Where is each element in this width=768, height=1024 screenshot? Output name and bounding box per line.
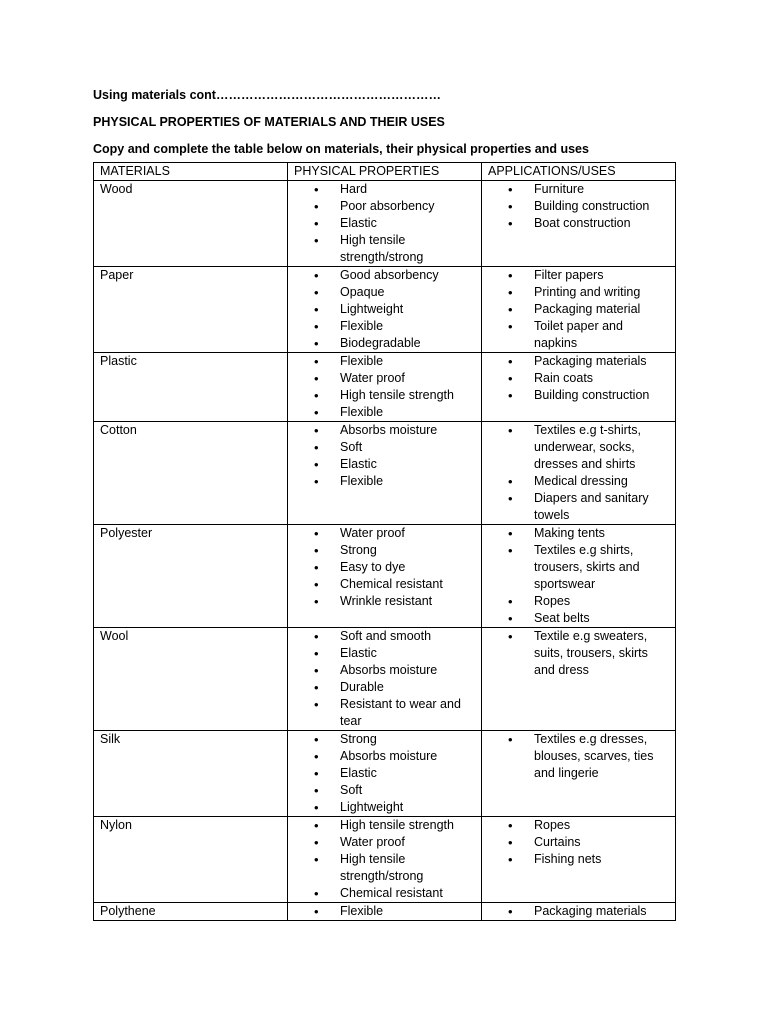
properties-list [294,731,475,816]
header-applications-uses: APPLICATIONS/USES [482,163,676,181]
properties-cell [288,353,482,422]
material-name: Silk [94,731,288,817]
property-item: • High tensile strength/strong [294,232,475,266]
properties-list [294,628,475,730]
property-item: • Absorbs moisture [294,662,475,679]
properties-list [294,353,475,421]
uses-cell [482,267,676,353]
uses-list [488,267,669,352]
table-row [94,903,676,921]
property-item: • High tensile strength/strong [294,851,475,885]
property-item: • Water proof [294,834,475,851]
properties-cell [288,817,482,903]
property-item: • Water proof [294,525,475,542]
instruction-text: Copy and complete the table below on materials, their physical properties and uses [93,142,589,156]
properties-cell [288,267,482,353]
table-row [94,267,676,353]
material-name: Polythene [94,903,288,921]
uses-list [488,422,669,524]
use-item: • Textile e.g sweaters, suits, trousers, skirts and dress [488,628,669,679]
property-item: • Absorbs moisture [294,422,475,439]
use-item: • Building construction [488,387,669,404]
use-item: • Diapers and sanitary towels [488,490,669,524]
use-item: • Making tents [488,525,669,542]
use-item: • Seat belts [488,610,669,627]
use-item: • Filter papers [488,267,669,284]
table-body [94,181,676,921]
property-item: • Elastic [294,456,475,473]
table-header-row [94,163,676,181]
properties-cell [288,628,482,731]
property-item: • Biodegradable [294,335,475,352]
property-item: • High tensile strength [294,387,475,404]
property-item: • Chemical resistant [294,885,475,902]
material-name: Polyester [94,525,288,628]
property-item: • Soft and smooth [294,628,475,645]
table-row [94,353,676,422]
table-row [94,525,676,628]
use-item: • Curtains [488,834,669,851]
property-item: • High tensile strength [294,817,475,834]
uses-cell [482,731,676,817]
properties-cell [288,422,482,525]
uses-cell [482,525,676,628]
use-item: • Building construction [488,198,669,215]
property-item: • Wrinkle resistant [294,593,475,610]
table-row [94,628,676,731]
property-item: • Hard [294,181,475,198]
table-row [94,181,676,267]
properties-list [294,903,475,920]
uses-list [488,817,669,868]
material-name: Wood [94,181,288,267]
document-page [93,87,675,921]
uses-list [488,731,669,782]
property-item: • Good absorbency [294,267,475,284]
property-item: • Easy to dye [294,559,475,576]
uses-cell [482,422,676,525]
use-item: • Packaging materials [488,903,669,920]
use-item: • Textiles e.g dresses, blouses, scarves, ties and lingerie [488,731,669,782]
uses-cell [482,181,676,267]
properties-list [294,181,475,266]
property-item: • Soft [294,439,475,456]
properties-cell [288,525,482,628]
material-name: Paper [94,267,288,353]
use-item: • Furniture [488,181,669,198]
continuation-heading: Using materials cont……………………………………………… [93,88,441,102]
use-item: • Ropes [488,817,669,834]
property-item: • Soft [294,782,475,799]
use-item: • Packaging materials [488,353,669,370]
properties-list [294,422,475,490]
property-item: • Lightweight [294,301,475,318]
header-physical-properties: PHYSICAL PROPERTIES [288,163,482,181]
use-item: • Rain coats [488,370,669,387]
table-row [94,731,676,817]
material-name: Cotton [94,422,288,525]
material-name: Wool [94,628,288,731]
uses-list [488,903,669,920]
properties-list [294,817,475,902]
property-item: • Water proof [294,370,475,387]
property-item: • Flexible [294,353,475,370]
property-item: • Flexible [294,404,475,421]
materials-table [93,162,676,921]
property-item: • Strong [294,731,475,748]
table-row [94,422,676,525]
property-item: • Elastic [294,765,475,782]
properties-cell [288,903,482,921]
use-item: • Textiles e.g t-shirts, underwear, socks, dresses and shirts [488,422,669,473]
property-item: • Elastic [294,645,475,662]
use-item: • Packaging material [488,301,669,318]
property-item: • Flexible [294,318,475,335]
header-materials: MATERIALS [94,163,288,181]
use-item: • Medical dressing [488,473,669,490]
properties-cell [288,181,482,267]
property-item: • Absorbs moisture [294,748,475,765]
property-item: • Poor absorbency [294,198,475,215]
uses-list [488,181,669,232]
use-item: • Boat construction [488,215,669,232]
property-item: • Resistant to wear and tear [294,696,475,730]
uses-list [488,628,669,679]
material-name: Plastic [94,353,288,422]
use-item: • Fishing nets [488,851,669,868]
use-item: • Toilet paper and napkins [488,318,669,352]
use-item: • Ropes [488,593,669,610]
property-item: • Durable [294,679,475,696]
uses-cell [482,903,676,921]
uses-cell [482,353,676,422]
properties-list [294,267,475,352]
uses-list [488,353,669,404]
properties-list [294,525,475,610]
section-title: PHYSICAL PROPERTIES OF MATERIALS AND THEIR USES [93,115,445,129]
use-item: • Textiles e.g shirts, trousers, skirts and sportswear [488,542,669,593]
material-name: Nylon [94,817,288,903]
property-item: • Flexible [294,473,475,490]
properties-cell [288,731,482,817]
table-row [94,817,676,903]
property-item: • Lightweight [294,799,475,816]
property-item: • Elastic [294,215,475,232]
property-item: • Strong [294,542,475,559]
property-item: • Opaque [294,284,475,301]
uses-list [488,525,669,627]
uses-cell [482,817,676,903]
property-item: • Chemical resistant [294,576,475,593]
uses-cell [482,628,676,731]
property-item: • Flexible [294,903,475,920]
use-item: • Printing and writing [488,284,669,301]
